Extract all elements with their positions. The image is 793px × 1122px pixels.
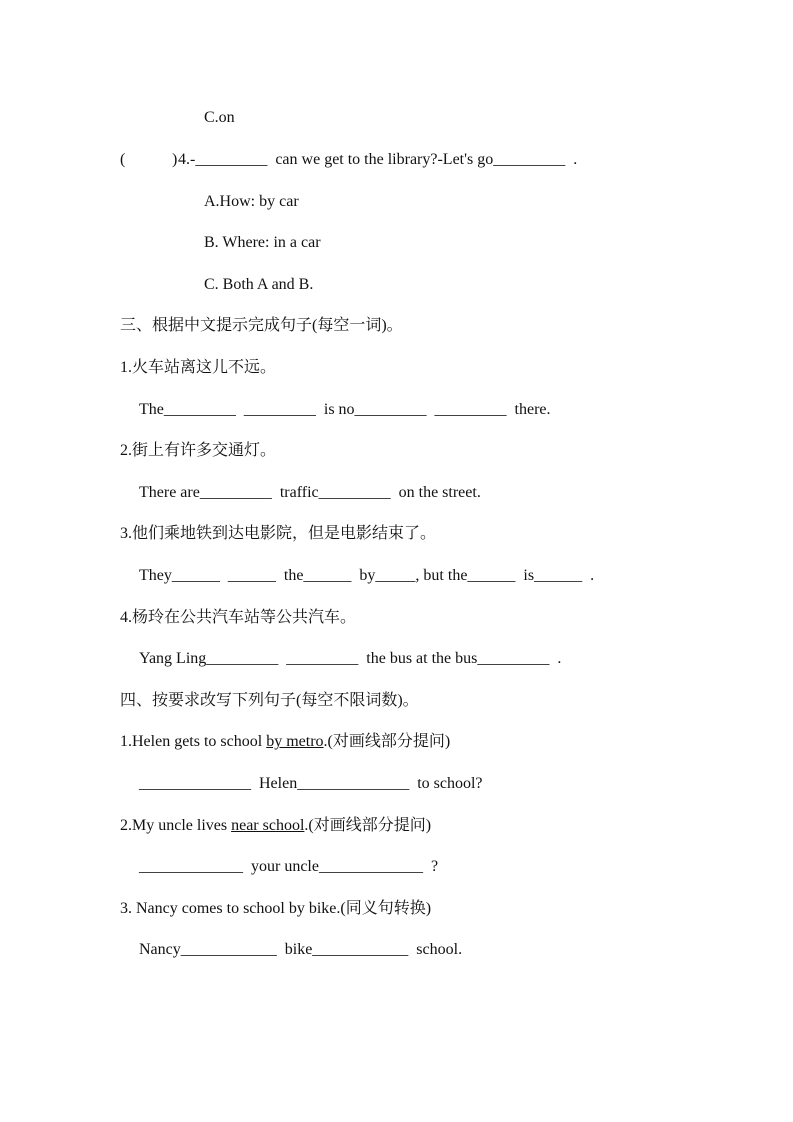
section-4-item-1-answer: ______________ Helen______________ to school? [139,775,483,792]
section-3-item-4-answer: Yang Ling_________ _________ the bus at the bus_________ . [139,650,562,667]
section-4-item-2-answer: _____________ your uncle_____________ ? [139,858,439,875]
section-4-heading: 四、按要求改写下列句子(每空不限词数)。 [120,692,419,709]
question-4-stem: 4.-_________ can we get to the library?-Let's go_________ . [178,151,578,168]
item-1-pre: 1.Helen gets to school [120,733,267,750]
section-3-item-2-prompt: 2.街上有许多交通灯。 [120,442,277,459]
question-4-option-b: B. Where: in a car [204,234,321,251]
section-3-item-1-prompt: 1.火车站离这儿不远。 [120,359,277,376]
section-4-item-3-answer: Nancy____________ bike____________ school. [139,941,463,958]
item-2-underlined-phrase: near school [231,817,305,834]
answer-paren-open: ( [120,151,126,168]
section-3-item-1-answer: The_________ _________ is no_________ _________ there. [139,401,551,418]
section-4-item-1-text [120,732,450,752]
section-4-item-3-text: 3. Nancy comes to school by bike.(同义句转换) [120,900,432,917]
item-1-post: .(对画线部分提问) [323,733,451,750]
question-4-option-c: C. Both A and B. [204,276,314,293]
section-3-item-3-prompt: 3.他们乘地铁到达电影院，但是电影结束了。 [120,525,437,542]
section-4-item-2-text [120,816,431,836]
item-1-underlined-phrase: by metro [266,733,324,750]
item-2-post: .(对画线部分提问) [304,817,432,834]
answer-paren-close: ) [172,151,178,168]
section-3-item-3-answer: They______ ______ the______ by_____, but the______ is______ . [139,567,595,584]
question-3-option-c: C.on [204,109,235,126]
question-4-option-a: A.How: by car [204,193,299,210]
item-2-pre: 2.My uncle lives [120,817,232,834]
section-3-item-2-answer: There are_________ traffic_________ on the street. [139,484,481,501]
section-3-heading: 三、根据中文提示完成句子(每空一词)。 [120,317,403,334]
section-3-item-4-prompt: 4.杨玲在公共汽车站等公共汽车。 [120,609,357,626]
